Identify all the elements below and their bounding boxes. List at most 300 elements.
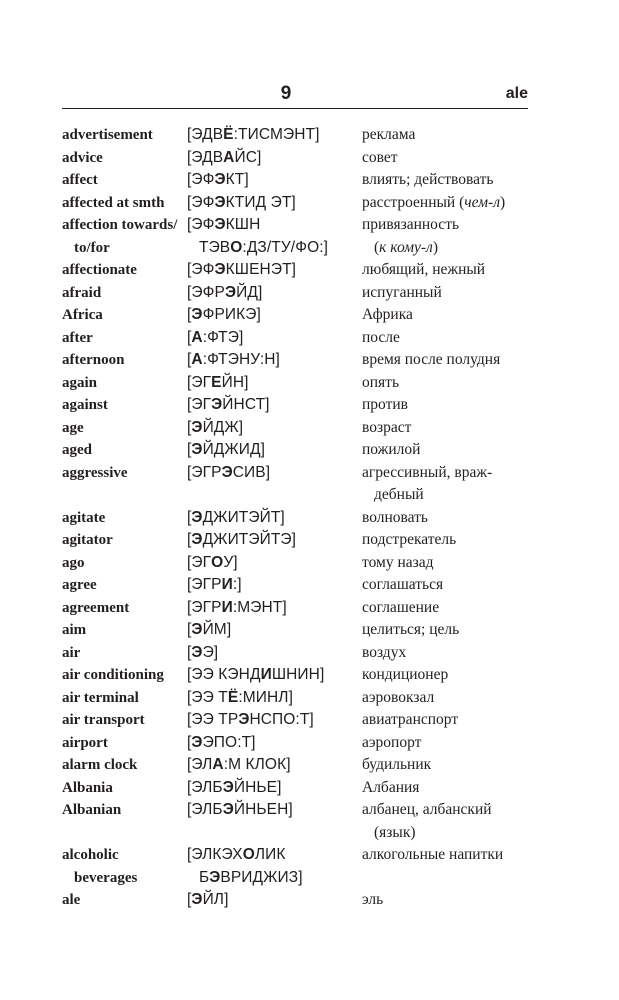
dictionary-entry xyxy=(62,844,532,889)
transcription xyxy=(187,552,362,575)
page-header xyxy=(62,83,528,105)
headword xyxy=(62,462,187,507)
dictionary-entry xyxy=(62,552,532,575)
translation-line xyxy=(362,259,532,282)
transcription-line xyxy=(187,304,362,327)
headword-line: Africa xyxy=(62,307,103,323)
headword-line: aged xyxy=(62,442,92,458)
headword xyxy=(62,754,187,777)
translation-line xyxy=(362,844,532,867)
stressed-vowel: И xyxy=(221,576,233,593)
transcription-part: [ЭГР xyxy=(187,598,222,616)
dictionary-entry xyxy=(62,687,532,710)
headword xyxy=(62,282,187,305)
translation-line xyxy=(362,192,532,215)
headword xyxy=(62,777,187,800)
translation-line xyxy=(362,642,532,665)
transcription-line xyxy=(187,327,362,350)
headword xyxy=(62,349,187,372)
transcription-part: ЙС] xyxy=(234,148,262,166)
transcription-line xyxy=(187,169,362,192)
transcription xyxy=(187,799,362,844)
translation xyxy=(362,529,532,552)
transcription-part: :МЭНТ] xyxy=(232,598,287,616)
translation-text: время после полудня xyxy=(362,351,501,368)
headword xyxy=(62,372,187,395)
translation-text: против xyxy=(362,396,408,413)
translation-text: любящий, нежный xyxy=(362,261,486,278)
translation-text: (язык) xyxy=(374,823,416,841)
transcription-part: ЭПО:Т] xyxy=(202,733,256,751)
dictionary-entry xyxy=(62,214,532,259)
transcription-part: [ЭЛ xyxy=(187,756,213,773)
dictionary-entry xyxy=(62,777,532,800)
transcription-part: [ЭДВ xyxy=(187,148,224,166)
translation xyxy=(362,732,532,755)
translation xyxy=(362,574,532,597)
translation-line xyxy=(362,574,532,597)
transcription xyxy=(187,642,362,665)
transcription-part: [ЭЭ Т xyxy=(187,688,228,706)
translation xyxy=(362,304,532,327)
transcription-line xyxy=(187,844,362,867)
transcription-line xyxy=(187,417,362,440)
headword-line: afraid xyxy=(62,284,102,301)
transcription-line xyxy=(187,529,362,552)
translation-text: испуганный xyxy=(362,283,442,301)
translation xyxy=(362,192,532,215)
headword xyxy=(62,844,187,889)
translation xyxy=(362,147,532,170)
stressed-vowel: Э xyxy=(191,621,203,638)
transcription-line xyxy=(187,462,362,485)
transcription xyxy=(187,574,362,597)
translation-line xyxy=(362,304,532,327)
translation-line xyxy=(362,372,532,395)
transcription xyxy=(187,844,362,889)
translation xyxy=(362,282,532,305)
translation-line xyxy=(362,709,532,732)
transcription-part: НСПО:Т] xyxy=(249,711,314,728)
transcription-part: [ЭГР xyxy=(187,463,222,481)
headword xyxy=(62,192,187,215)
translation-line xyxy=(362,214,532,237)
transcription-part: [ xyxy=(187,733,192,751)
transcription-part: [ЭГ xyxy=(187,396,212,413)
headword-line: air xyxy=(62,644,81,661)
translation-text: албанец, албанский xyxy=(362,801,492,818)
translation-text: ( xyxy=(374,238,380,256)
dictionary-entry xyxy=(62,304,532,327)
transcription-part: ДЖИТЭЙТ] xyxy=(202,508,285,526)
transcription-line xyxy=(187,192,362,215)
translation xyxy=(362,372,532,395)
transcription xyxy=(187,687,362,710)
headword-line: afternoon xyxy=(62,352,125,368)
transcription xyxy=(187,664,362,687)
headword xyxy=(62,169,187,192)
translation-text: расстроенный ( xyxy=(362,193,465,211)
transcription-part: [ xyxy=(187,418,192,436)
translation xyxy=(362,799,532,844)
transcription-part: ЙМ] xyxy=(202,621,232,638)
translation-line xyxy=(362,732,532,755)
headword xyxy=(62,709,187,732)
headword-line: air terminal xyxy=(62,689,139,706)
transcription-part: КТИД ЭТ] xyxy=(225,193,296,211)
transcription-part: [ЭФ xyxy=(187,216,215,233)
transcription-line xyxy=(187,799,362,822)
headword-line: affectionate xyxy=(62,262,137,278)
stressed-vowel: Э xyxy=(191,733,203,751)
translation-line xyxy=(362,394,532,417)
translation-line xyxy=(362,822,532,845)
headword xyxy=(62,597,187,620)
header-rule xyxy=(62,108,528,109)
transcription-line xyxy=(187,552,362,575)
transcription xyxy=(187,709,362,732)
dictionary-entry xyxy=(62,754,532,777)
transcription-part: КТ] xyxy=(225,171,249,188)
translation-text: влиять; действовать xyxy=(362,171,494,188)
transcription-line xyxy=(187,124,362,147)
transcription xyxy=(187,439,362,462)
stressed-vowel: О xyxy=(242,846,255,863)
headword xyxy=(62,259,187,282)
transcription-part: :ТИСМЭНТ] xyxy=(233,126,320,143)
transcription xyxy=(187,417,362,440)
headword xyxy=(62,552,187,575)
stressed-vowel: Э xyxy=(191,418,203,436)
dictionary-entry xyxy=(62,282,532,305)
transcription-part: КШН xyxy=(225,216,261,233)
transcription-part: ДЖИТЭЙТЭ] xyxy=(202,531,297,548)
transcription-line xyxy=(187,754,362,777)
transcription-part: [ЭГ xyxy=(187,373,212,391)
headword-line: Albanian xyxy=(62,802,122,818)
transcription-part: [ЭЛБ xyxy=(187,801,223,818)
headword xyxy=(62,732,187,755)
transcription-part: [ЭФ xyxy=(187,171,215,188)
translation xyxy=(362,754,532,777)
transcription-part: [ЭДВ xyxy=(187,126,224,143)
stressed-vowel: А xyxy=(191,328,203,346)
transcription xyxy=(187,889,362,912)
translation-text: алкогольные напитки xyxy=(362,846,504,863)
translation-text: ) xyxy=(499,193,506,211)
headword-line: again xyxy=(62,374,98,391)
headword xyxy=(62,619,187,642)
dictionary-entry xyxy=(62,259,532,282)
transcription-part: :МИНЛ] xyxy=(238,688,293,706)
dictionary-entry xyxy=(62,529,532,552)
transcription xyxy=(187,349,362,372)
translation-line xyxy=(362,552,532,575)
stressed-vowel: О xyxy=(230,238,243,256)
headword xyxy=(62,529,187,552)
transcription-part: [ЭЭ ТР xyxy=(187,711,239,728)
translation xyxy=(362,214,532,259)
translation xyxy=(362,349,532,372)
translation-line xyxy=(362,529,532,552)
transcription xyxy=(187,529,362,552)
headword xyxy=(62,687,187,710)
transcription-part: ТЭВ xyxy=(199,238,231,256)
transcription-line xyxy=(187,372,362,395)
transcription-part: ЙДЖ] xyxy=(202,418,244,436)
transcription-part: [ xyxy=(187,643,192,661)
transcription-line xyxy=(187,889,362,912)
stressed-vowel: Э xyxy=(214,171,226,188)
translation-text: привязанность xyxy=(362,216,460,233)
stressed-vowel: Э xyxy=(214,261,226,278)
transcription-part: :] xyxy=(232,576,242,593)
stressed-vowel: Э xyxy=(221,463,233,481)
translation xyxy=(362,259,532,282)
translation-line xyxy=(362,417,532,440)
headword-line: against xyxy=(62,397,108,413)
transcription-part: КШЕНЭТ] xyxy=(225,261,297,278)
stressed-vowel: А xyxy=(191,351,203,368)
translation xyxy=(362,439,532,462)
headword xyxy=(62,147,187,170)
stressed-vowel: Э xyxy=(191,306,203,323)
transcription-line xyxy=(187,237,362,260)
headword-line: affected at smth xyxy=(62,194,165,211)
translation xyxy=(362,417,532,440)
transcription-line xyxy=(187,732,362,755)
stressed-vowel: Э xyxy=(191,531,203,548)
transcription-line xyxy=(187,349,362,372)
translation-line xyxy=(362,169,532,192)
transcription-part: ЙДЖИД] xyxy=(202,441,266,458)
translation-line xyxy=(362,484,532,507)
translation xyxy=(362,709,532,732)
translation-text: совет xyxy=(362,148,398,166)
translation-italic: к кому-л xyxy=(379,238,433,256)
page-number: 9 xyxy=(280,83,292,104)
transcription xyxy=(187,282,362,305)
transcription xyxy=(187,372,362,395)
translation xyxy=(362,124,532,147)
stressed-vowel: О xyxy=(211,553,224,571)
translation xyxy=(362,394,532,417)
transcription xyxy=(187,147,362,170)
dictionary-entry xyxy=(62,327,532,350)
transcription-line xyxy=(187,394,362,417)
headword xyxy=(62,439,187,462)
transcription-line xyxy=(187,259,362,282)
dictionary-entries xyxy=(62,124,532,912)
transcription xyxy=(187,192,362,215)
translation-line xyxy=(362,147,532,170)
stressed-vowel: А xyxy=(212,756,224,773)
transcription xyxy=(187,327,362,350)
transcription-line xyxy=(187,439,362,462)
transcription xyxy=(187,304,362,327)
stressed-vowel: И xyxy=(260,666,272,683)
transcription-part: [ xyxy=(187,306,192,323)
stressed-vowel: Э xyxy=(222,801,234,818)
dictionary-entry xyxy=(62,147,532,170)
dictionary-entry xyxy=(62,889,532,912)
translation-line xyxy=(362,237,532,260)
transcription xyxy=(187,124,362,147)
translation-text: Африка xyxy=(362,306,413,323)
headword-line: air conditioning xyxy=(62,667,164,683)
transcription-line xyxy=(187,507,362,530)
translation-text: тому назад xyxy=(362,553,434,571)
dictionary-entry xyxy=(62,349,532,372)
translation-text: эль xyxy=(362,891,384,908)
headword-line: affect xyxy=(62,172,98,188)
headword xyxy=(62,417,187,440)
headword xyxy=(62,304,187,327)
dictionary-entry xyxy=(62,124,532,147)
transcription xyxy=(187,619,362,642)
transcription-line xyxy=(187,867,362,890)
running-head: ale xyxy=(505,85,528,102)
dictionary-entry xyxy=(62,169,532,192)
headword xyxy=(62,642,187,665)
transcription-part: ЛИК xyxy=(254,846,286,863)
stressed-vowel: Э xyxy=(214,216,226,233)
dictionary-entry xyxy=(62,394,532,417)
stressed-vowel: Э xyxy=(222,778,234,796)
transcription xyxy=(187,394,362,417)
transcription xyxy=(187,214,362,259)
dictionary-entry xyxy=(62,462,532,507)
transcription-line xyxy=(187,642,362,665)
headword-line: ago xyxy=(62,554,85,571)
headword-line: beverages xyxy=(74,869,138,886)
stressed-vowel: Э xyxy=(191,643,203,661)
translation-line xyxy=(362,799,532,822)
stressed-vowel: Э xyxy=(191,508,203,526)
headword-line: aim xyxy=(62,622,87,638)
headword-line: ale xyxy=(62,892,81,908)
transcription-part: [ЭЛБ xyxy=(187,778,223,796)
translation-text: соглашаться xyxy=(362,576,444,593)
stressed-vowel: Э xyxy=(211,396,223,413)
dictionary-entry xyxy=(62,619,532,642)
translation-line xyxy=(362,889,532,912)
stressed-vowel: И xyxy=(221,598,233,616)
translation xyxy=(362,844,532,889)
transcription xyxy=(187,507,362,530)
transcription-part: ЙД] xyxy=(236,283,263,301)
translation-line xyxy=(362,462,532,485)
translation-text: аэропорт xyxy=(362,733,422,751)
headword xyxy=(62,507,187,530)
dictionary-entry xyxy=(62,597,532,620)
dictionary-entry xyxy=(62,507,532,530)
transcription-line xyxy=(187,147,362,170)
translation-text: дебный xyxy=(374,486,424,503)
headword-line: agree xyxy=(62,577,97,593)
stressed-vowel: А xyxy=(223,148,235,166)
headword-line: airport xyxy=(62,734,108,751)
transcription-part: ЙНЬЕ] xyxy=(233,778,282,796)
translation-line xyxy=(362,124,532,147)
translation-text: будильник xyxy=(362,756,432,773)
headword-line: alarm clock xyxy=(62,757,138,773)
transcription-line xyxy=(187,777,362,800)
headword-line: affection towards/ xyxy=(62,217,178,233)
translation xyxy=(362,889,532,912)
translation-line xyxy=(362,439,532,462)
translation xyxy=(362,619,532,642)
translation-line xyxy=(362,664,532,687)
translation-text: кондиционер xyxy=(362,666,449,683)
translation xyxy=(362,687,532,710)
headword-line: agitate xyxy=(62,509,106,526)
transcription-part: Э] xyxy=(202,643,219,661)
headword-line: age xyxy=(62,419,84,436)
stressed-vowel: Ё xyxy=(223,126,234,143)
headword xyxy=(62,327,187,350)
transcription-part: [ЭГР xyxy=(187,576,222,593)
transcription-part: ФРИКЭ] xyxy=(202,306,261,323)
translation-text: пожилой xyxy=(362,441,421,458)
translation xyxy=(362,777,532,800)
headword-line: Albania xyxy=(62,779,113,796)
stressed-vowel: Э xyxy=(191,441,203,458)
transcription-line xyxy=(187,709,362,732)
transcription xyxy=(187,462,362,507)
transcription-part: ЙНЬЕН] xyxy=(233,801,293,818)
translation-line xyxy=(362,349,532,372)
translation-text: аэровокзал xyxy=(362,688,435,706)
headword xyxy=(62,574,187,597)
transcription-part: У] xyxy=(223,553,238,571)
headword-line: air transport xyxy=(62,712,145,728)
stressed-vowel: Ё xyxy=(227,688,239,706)
headword-line: agreement xyxy=(62,599,130,616)
transcription xyxy=(187,754,362,777)
transcription-line xyxy=(187,574,362,597)
transcription-part: :ФТЭ] xyxy=(202,328,244,346)
translation-text: ) xyxy=(432,238,438,256)
stressed-vowel: Э xyxy=(191,891,203,908)
stressed-vowel: Э xyxy=(224,283,237,301)
translation-text: целиться; цель xyxy=(362,621,460,638)
translation-line xyxy=(362,777,532,800)
translation-text: возраст xyxy=(362,418,412,436)
dictionary-entry xyxy=(62,732,532,755)
translation xyxy=(362,597,532,620)
transcription-part: [ЭЛКЭХ xyxy=(187,846,243,863)
dictionary-entry xyxy=(62,642,532,665)
transcription-line xyxy=(187,597,362,620)
transcription-part: ВРИДЖИЗ] xyxy=(220,868,303,886)
translation-text: соглашение xyxy=(362,598,440,616)
translation xyxy=(362,327,532,350)
headword xyxy=(62,124,187,147)
transcription xyxy=(187,169,362,192)
translation xyxy=(362,507,532,530)
translation-text: Албания xyxy=(362,778,420,796)
headword-line: after xyxy=(62,329,93,346)
transcription-part: [ xyxy=(187,508,192,526)
transcription-part: :ДЗ/ТУ/ФО:] xyxy=(242,238,329,256)
headword-line: agitator xyxy=(62,532,113,548)
dictionary-entry xyxy=(62,417,532,440)
translation-text: реклама xyxy=(362,126,416,143)
translation-line xyxy=(362,597,532,620)
transcription xyxy=(187,597,362,620)
translation-line xyxy=(362,687,532,710)
